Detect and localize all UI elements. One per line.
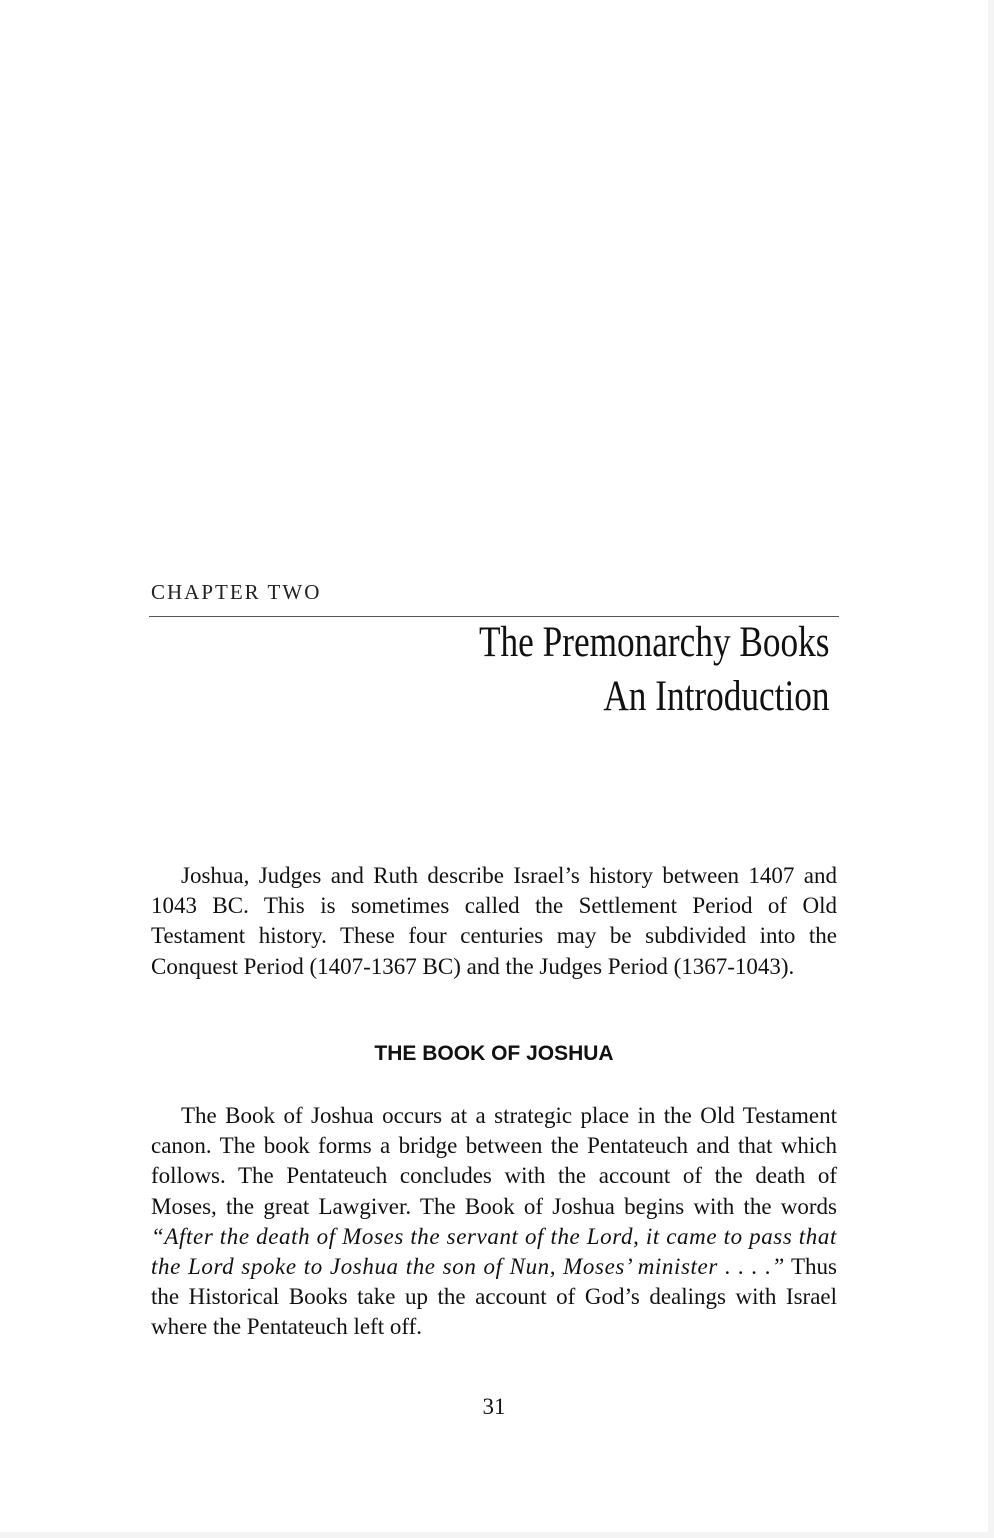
joshua-paragraph xyxy=(151,1101,837,1343)
chapter-title xyxy=(479,616,830,724)
paragraph-text-after-quote: Thus the Historical Books take up the account of God’s dealings with Israel where the Pentateuch left off. xyxy=(151,1254,837,1340)
paragraph-text-before-quote: The Book of Joshua occurs at a strategic place in the Old Testament canon. The book forms a bridge between the Pentateuch and that which follows. The Pentateuch concludes with the account of the death of Moses, the great Lawgiver. The Book of Joshua begins with the words xyxy=(151,1103,837,1219)
intro-paragraph: Joshua, Judges and Ruth describe Israel’s history between 1407 and 1043 BC. This is sometimes called the Settlement Period of Old Testament history. These four centuries may be subdivided into the Conquest Period (1407-1367 BC) and the Judges Period (1367-1043). xyxy=(151,863,837,979)
chapter-title-line-1: The Premonarchy Books xyxy=(479,619,830,666)
page-number: 31 xyxy=(482,1394,506,1419)
chapter-label: CHAPTER TWO xyxy=(151,580,322,604)
chapter-title-line-2: An Introduction xyxy=(603,673,830,720)
scripture-quote: “After the death of Moses the servant of the Lord, it came to pass that the Lord spoke to Joshua the son of Nun, Moses’ minister . . . .” xyxy=(151,1223,837,1280)
section-heading: THE BOOK OF JOSHUA xyxy=(374,1042,614,1065)
